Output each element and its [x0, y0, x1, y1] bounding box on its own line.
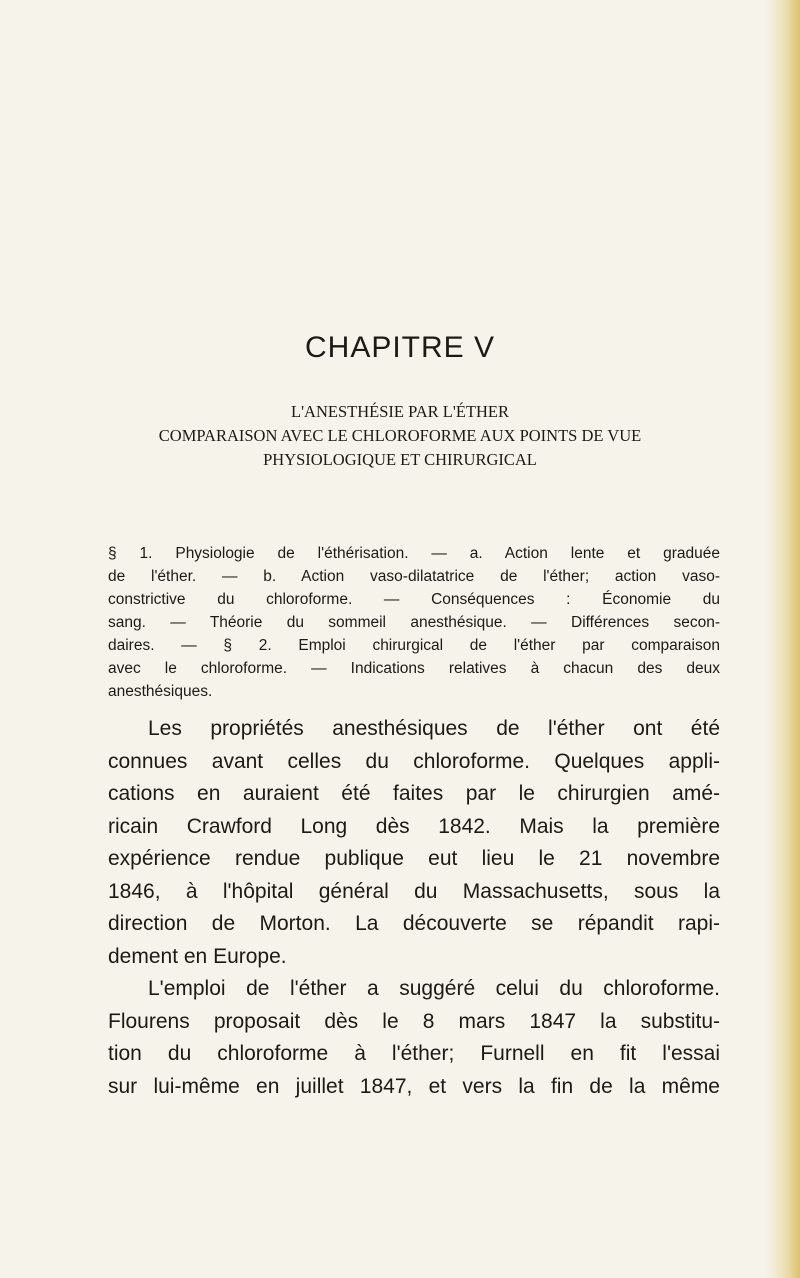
body-line: direction de Morton. La découverte se répandit rapi-	[108, 912, 720, 935]
body-line: expérience rendue publique eut lieu le 21 novembre	[108, 847, 720, 870]
chapter-summary	[108, 542, 720, 703]
summary-line: constrictive du chloroforme. — Conséquences : Économie du	[108, 591, 720, 608]
body-text	[108, 713, 720, 1103]
chapter-subtitle	[0, 400, 800, 472]
body-line: sur lui-même en juillet 1847, et vers la fin de la même	[108, 1074, 720, 1098]
body-line: connues avant celles du chloroforme. Quelques appli-	[108, 749, 720, 773]
chapter-title: CHAPITRE V	[304, 331, 496, 364]
summary-line: de l'éther. — b. Action vaso-dilatatrice de l'éther; action vaso-	[108, 568, 720, 585]
subtitle-line: COMPARAISON AVEC LE CHLOROFORME AUX POINTS DE VUE	[158, 426, 642, 445]
subtitle-line: L'ANESTHÉSIE PAR L'ÉTHER	[290, 402, 509, 421]
page-edge-shadow	[766, 0, 800, 1278]
summary-line: anesthésiques.	[108, 683, 213, 700]
body-line: tion du chloroforme à l'éther; Furnell en fit l'essai	[108, 1042, 720, 1065]
body-line: 1846, à l'hôpital général du Massachusetts, sous la	[108, 879, 720, 903]
body-line: L'emploi de l'éther a suggéré celui du chloroforme.	[148, 977, 720, 1000]
summary-line: § 1. Physiologie de l'éthérisation. — a. Action lente et graduée	[108, 545, 720, 562]
summary-line: avec le chloroforme. — Indications relatives à chacun des deux	[108, 660, 720, 677]
body-line: Les propriétés anesthésiques de l'éther ont été	[148, 717, 720, 740]
summary-line: daires. — § 2. Emploi chirurgical de l'éther par comparaison	[108, 637, 720, 654]
summary-line: sang. — Théorie du sommeil anesthésique. — Différences secon-	[108, 614, 720, 631]
body-line: cations en auraient été faites par le chirurgien amé-	[108, 782, 720, 805]
body-line: dement en Europe.	[108, 944, 287, 968]
body-line: Flourens proposait dès le 8 mars 1847 la substitu-	[108, 1009, 720, 1033]
body-line: ricain Crawford Long dès 1842. Mais la première	[108, 814, 720, 838]
subtitle-line: PHYSIOLOGIQUE ET CHIRURGICAL	[263, 450, 537, 469]
